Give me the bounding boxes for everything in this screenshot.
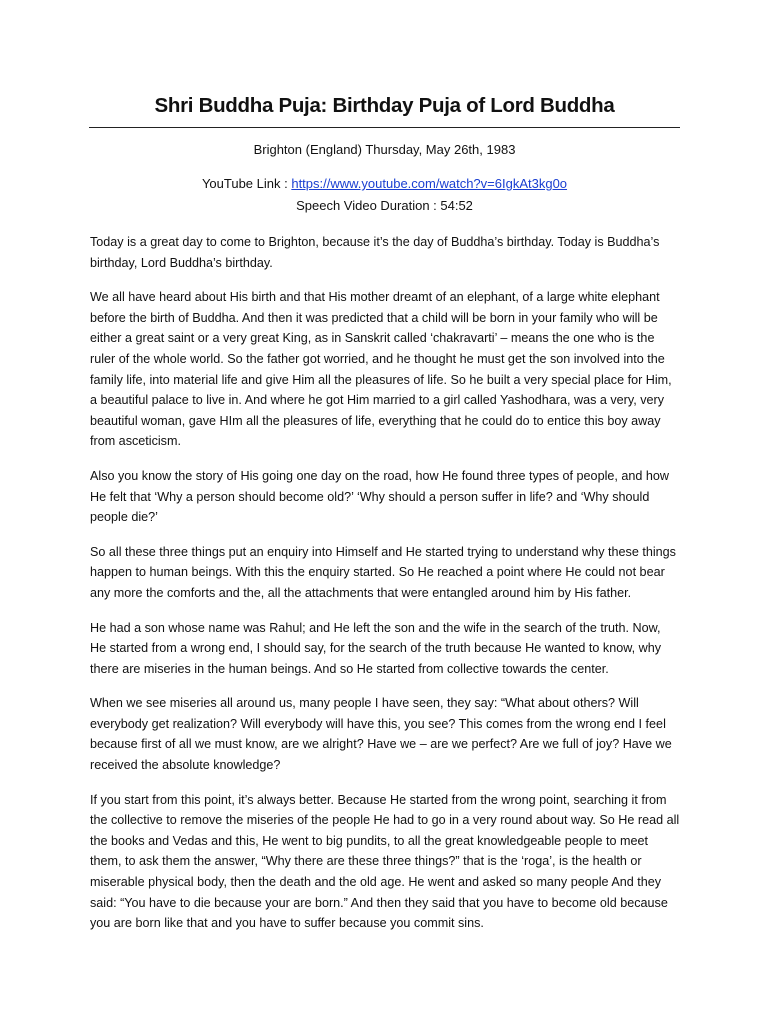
paragraph: If you start from this point, it’s always better. Because He started from the wrong point, searching it from the collective to remove the miseries of the people He had to go in a very round about way. So He read all the books and Vedas and this, He went to big pundits, to all the great knowledgeable people to meet them, to ask them the answer, “Why there are these three things?” that is the ‘roga’, is the health or miserable physical body, then the death and the old age. He went and asked so many people And they said: “You have to die because your are born.” And then they said that you have to become old because you are born like that and you have to suffer because you commit sins.: [90, 792, 680, 931]
youtube-link[interactable]: https://www.youtube.com/watch?v=6IgkAt3kg0o: [291, 176, 568, 191]
video-duration: Speech Video Duration : 54:52: [296, 198, 473, 213]
paragraph: He had a son whose name was Rahul; and He left the son and the wife in the search of the truth. Now, He started from a wrong end, I should say, for the search of the truth because He wanted to know, why there are miseries in the human beings. And so He started from collective towards the center.: [90, 620, 661, 676]
place-date: Brighton (England) Thursday, May 26th, 1983: [253, 142, 516, 157]
paragraph: So all these three things put an enquiry into Himself and He started trying to understand why these things happen to human beings. With this the enquiry started. So He reached a point where He could not bear any more the comforts and the, all the attachments that were entangled around him by His father.: [90, 544, 676, 600]
youtube-link-label: YouTube Link :: [201, 176, 292, 191]
paragraph: Also you know the story of His going one day on the road, how He found three types of people, and how He felt that ‘Why a person should become old?’ ‘Why should a person suffer in life? and ‘Why should people die?’: [90, 468, 669, 525]
page-title: Shri Buddha Puja: Birthday Puja of Lord Buddha: [154, 94, 615, 117]
paragraph: Today is a great day to come to Brighton, because it’s the day of Buddha’s birthday. Today is Buddha’s birthday, Lord Buddha’s birthday.: [90, 235, 660, 270]
youtube-link-line: [89, 176, 680, 191]
paragraph: When we see miseries all around us, many people I have seen, they say: “What about others? Will everybody get realization? Will everybody will have this, you see? This comes from the wrong end I feel because first of all we must know, are we alright? Have we – are we perfect? Are we full of joy? Have we received the absolute knowledge?: [90, 696, 672, 773]
paragraph: We all have heard about His birth and that His mother dreamt of an elephant, of a large white elephant before the birth of Buddha. And then it was predicted that a child will be born in your family who will be either a great saint or a very great King, as in Sanskrit called ‘chakravarti’ – means the one who is the ruler of the whole world. So the father got worried, and he thought he must get the son involved into the family life, into material life and give Him all the pleasures of life. So he built a very special place for Him, a beautiful palace to live in. And where he got Him married to a girl called Yashodhara, was a very, very beautiful woman, gave HIm all the pleasures of life, everything that he could do to entice this boy away from asceticism.: [90, 290, 672, 449]
speech-transcript: [90, 232, 680, 948]
title-divider: [89, 127, 680, 128]
